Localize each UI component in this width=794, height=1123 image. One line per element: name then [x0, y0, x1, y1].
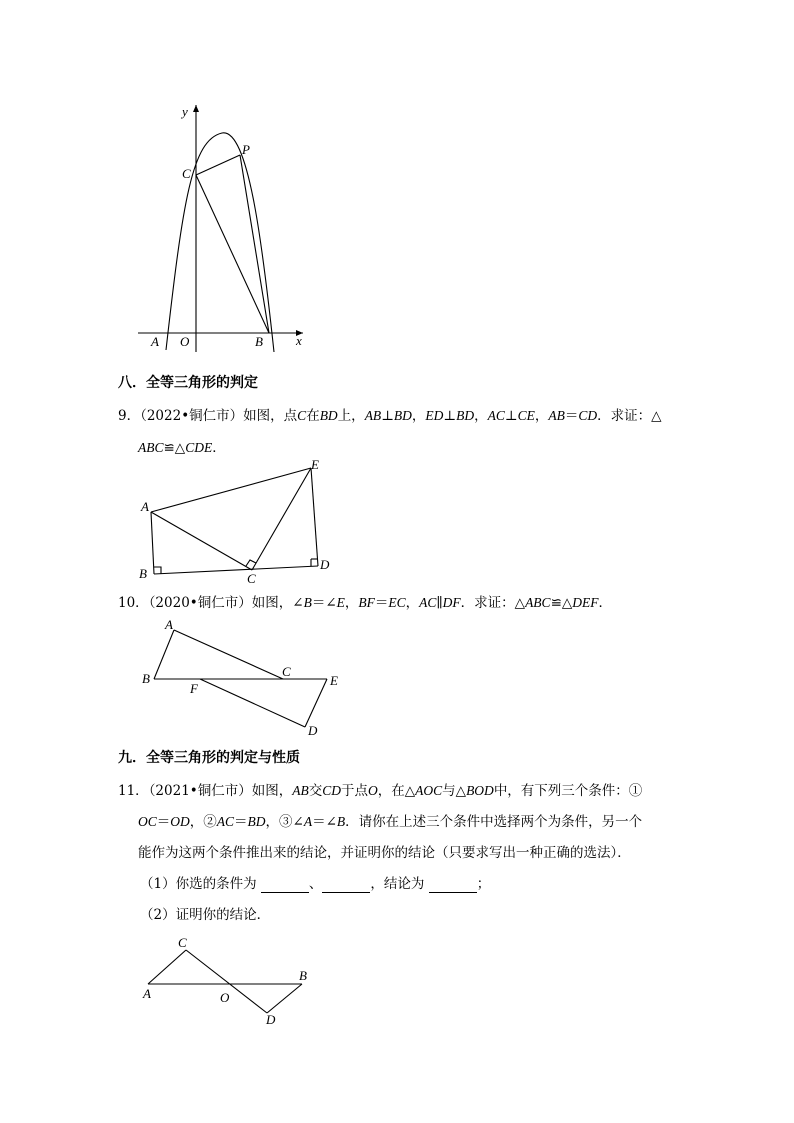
q11-label-b: B: [299, 968, 307, 983]
q10-label-a: A: [165, 617, 173, 632]
right-angle-mark-b: [154, 567, 161, 574]
segment-cp: [196, 155, 240, 175]
q10-label-d: D: [308, 723, 318, 738]
q9-number: 9．: [118, 408, 141, 424]
q11-figure: [135, 930, 320, 1030]
point-a-label: A: [151, 334, 159, 349]
segment-cb: [196, 175, 269, 333]
q10-label-e: E: [330, 673, 338, 688]
q11-sub1: （1）你选的条件为 、 ，结论为 ；: [140, 876, 491, 892]
q9-label-c: C: [247, 571, 256, 586]
answer-blank-condition-1[interactable]: [261, 876, 309, 893]
q10-figure: [135, 612, 350, 742]
axis-x-label: x: [296, 333, 302, 348]
q11-label-a: A: [143, 986, 151, 1001]
q10-label-b: B: [142, 671, 150, 686]
q10-label-f: F: [190, 681, 198, 696]
q9-label-d: D: [320, 557, 330, 572]
q9-figure: [135, 455, 335, 590]
q11-label-c: C: [178, 935, 187, 950]
answer-blank-conclusion[interactable]: [429, 876, 477, 893]
point-o-label: O: [180, 334, 190, 349]
q11-line3: 能作为这两个条件推出来的结论，并证明你的结论（只要求写出一种正确的选法）．: [138, 845, 631, 861]
q10-label-c: C: [282, 664, 291, 679]
q9-label-a: A: [141, 499, 149, 514]
point-c-label: C: [182, 166, 191, 181]
q11-sub2: （2）证明你的结论．: [140, 907, 271, 923]
parabola-graph: [130, 95, 320, 360]
q11-number: 11．: [118, 783, 149, 799]
section-8-title: 八．全等三角形的判定: [118, 375, 258, 391]
segment-pb: [240, 155, 269, 333]
q9-label-e: E: [311, 457, 319, 472]
q11-label-d: D: [266, 1012, 276, 1027]
answer-blank-condition-2[interactable]: [322, 876, 370, 893]
q9-label-b: B: [139, 566, 147, 581]
q9-line2: ABC≌△CDE．: [138, 440, 226, 456]
y-axis-arrow: [193, 105, 199, 112]
q11-line2: OC＝OD，②AC＝BD，③∠A＝∠B．请你在上述三个条件中选择两个为条件，另一个: [138, 814, 643, 830]
point-b-label: B: [255, 334, 263, 349]
q10-line1: 10．（2020•铜仁市）如图，∠B＝∠E，BF＝EC，AC∥DF．求证：△ABC≌△DEF．: [118, 595, 613, 611]
q9-line1: 9．（2022•铜仁市）如图，点C在BD上，AB⊥BD，ED⊥BD，AC⊥CE，AB＝CD．求证：△: [118, 408, 662, 424]
section-9-title: 九．全等三角形的判定与性质: [118, 750, 300, 766]
point-p-label: P: [242, 142, 250, 157]
q11-label-o: O: [220, 990, 230, 1005]
axis-y-label: y: [182, 104, 188, 119]
q11-line1: 11．（2021•铜仁市）如图，AB交CD于点O，在△AOC与△BOD中，有下列三个条件：①: [118, 783, 643, 799]
q10-number: 10．: [118, 595, 149, 611]
